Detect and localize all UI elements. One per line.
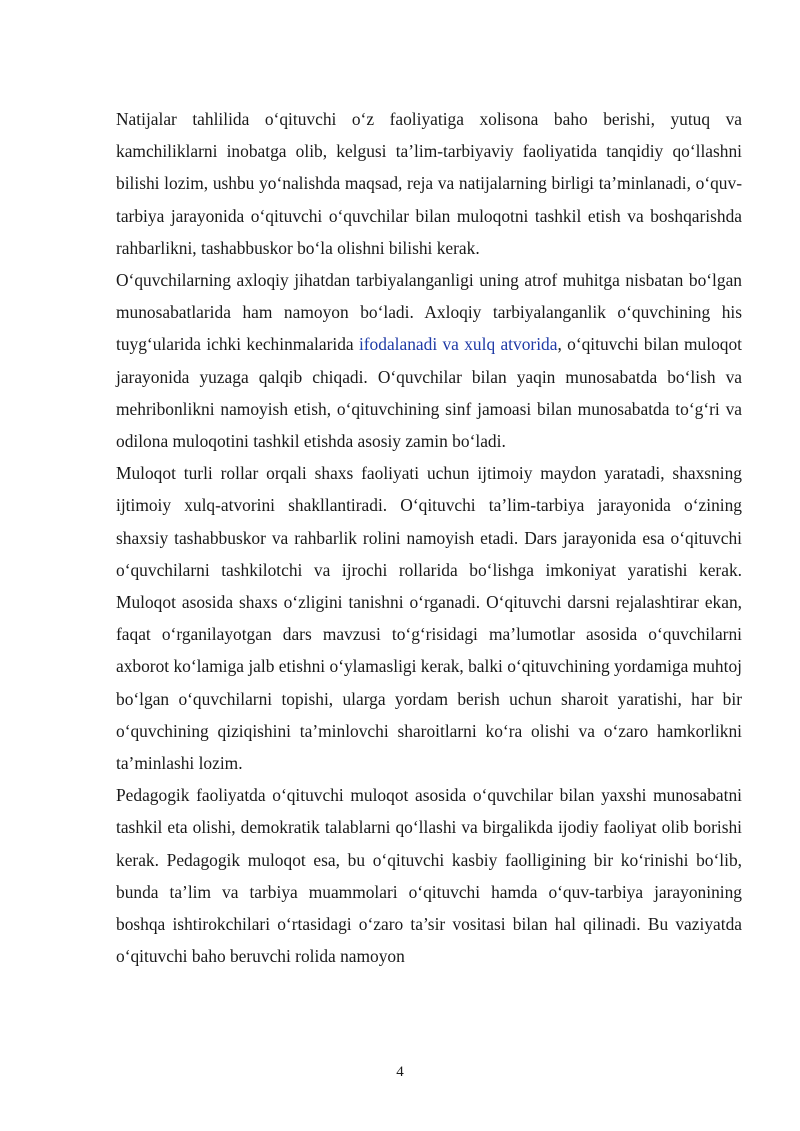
highlighted-link-text[interactable]: ifodalanadi va xulq atvorida	[358, 334, 558, 355]
page-number: 4	[396, 1064, 404, 1080]
paragraph-2-text-after: , o‘qituvchi bilan muloqot jarayonida yuzaga qalqib chiqadi. O‘quvchilar bilan yaqin munosabatda bo‘lish va mehribonlikni namoyish etish, o‘qituvchining sinf jamoasi bilan munosabatda to‘g‘ri va odilona muloqotini tashkil etishda asosiy zamin bo‘ladi.	[116, 334, 743, 452]
paragraph-1: Natijalar tahlilida o‘qituvchi o‘z faoliyatiga xolisona baho berishi, yutuq va kamchiliklarni inobatga olib, kelgusi ta’lim-tarbiyaviy faoliyatida tanqidiy qo‘llashni bilishi lozim, ushbu yo‘nalishda maqsad, reja va natijalarning birligi ta’minlanadi, o‘quv-tarbiya jarayonida o‘qituvchi o‘quvchilar bilan muloqotni tashkil etish va boshqarishda rahbarlikni, tashabbuskor bo‘la olishni bilishi kerak.	[116, 109, 742, 258]
paragraph-2-text-before: O‘quvchilarning axloqiy jihatdan tarbiyalanganligi uning atrof muhitga nisbatan bo‘lgan munosabatlarida ham namoyon bo‘ladi. Axloqiy tarbiyalanganlik o‘quvchining his tuyg‘ularida ichki kechinmalarida	[116, 270, 742, 355]
paragraph-2	[116, 264, 742, 457]
document-body	[116, 103, 742, 972]
paragraph-4: Pedagogik faoliyatda o‘qituvchi muloqot asosida o‘quvchilar bilan yaxshi munosabatni tashkil eta olishi, demokratik talablarni qo‘llashi va birgalikda ijodiy faoliyat olib borishi kerak. Pedagogik muloqot esa, bu o‘qituvchi kasbiy faolligining bir ko‘rinishi bo‘lib, bunda ta’lim va tarbiya muammolari o‘qituvchi hamda o‘quv-tarbiya jarayonining boshqa ishtirokchilari o‘rtasidagi o‘zaro ta’sir vositasi bilan hal qilinadi. Bu vaziyatda o‘qituvchi baho beruvchi rolida namoyon	[116, 785, 742, 967]
paragraph-3: Muloqot turli rollar orqali shaxs faoliyati uchun ijtimoiy maydon yaratadi, shaxsning ijtimoiy xulq-atvorini shakllantiradi. O‘qituvchi ta’lim-tarbiya jarayonida o‘zining shaxsiy tashabbuskor va rahbarlik rolini namoyish etadi. Dars jarayonida esa o‘qituvchi o‘quvchilarni tashkilotchi va ijrochi rollarida bo‘lishga imkoniyat yaratishi kerak. Muloqot asosida shaxs o‘zligini tanishni o‘rganadi. O‘qituvchi darsni rejalashtirar ekan, faqat o‘rganilayotgan dars mavzusi to‘g‘risidagi ma’lumotlar asosida o‘quvchilarni axborot ko‘lamiga jalb etishni o‘ylamasligi kerak, balki o‘qituvchining yordamiga muhtoj bo‘lgan o‘quvchilarni topishi, ularga yordam berish uchun sharoit yaratishi, har bir o‘quvchining qiziqishini ta’minlovchi sharoitlarni ko‘ra olishi va o‘zaro hamkorlikni ta’minlashi lozim.	[116, 463, 742, 774]
